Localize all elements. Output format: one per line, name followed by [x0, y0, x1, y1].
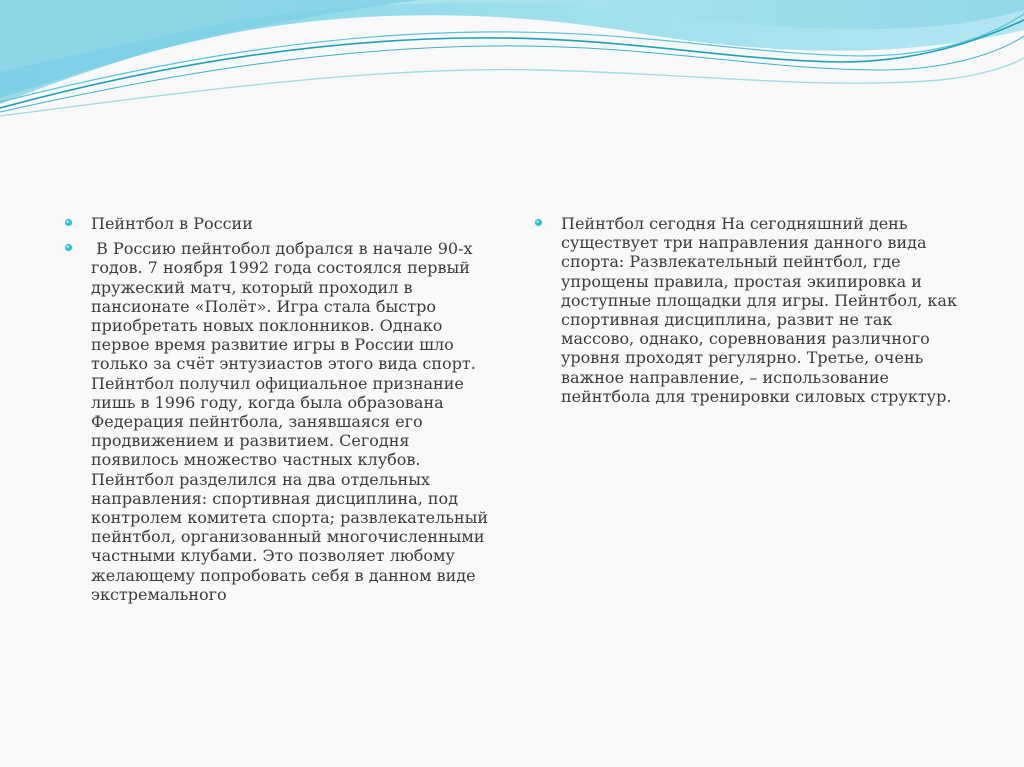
wave-line-4: [0, 58, 1024, 116]
left-column: [64, 214, 494, 610]
bullet-icon: [64, 218, 73, 227]
left-bullet-1-text: Пейнтбол в России: [91, 214, 253, 233]
left-bullet-2: [64, 239, 494, 604]
header-wave-decoration: [0, 0, 1024, 130]
bullet-icon: [64, 243, 73, 252]
right-column: [534, 214, 964, 412]
left-bullet-1: [64, 214, 494, 233]
right-bullet-1: [534, 214, 964, 406]
bullet-icon: [534, 218, 543, 227]
left-bullet-2-text: В Россию пейнтобол добрался в начале 90-х годов. 7 ноября 1992 года состоялся первый дружеский матч, который проходил в пансионате «Полёт». Игра стала быстро приобретать новых поклонников. Однако первое время развитие игры в России шло только за счёт энтузиастов этого вида спорт. Пейнтбол получил официальное признание лишь в 1996 году, когда была образована Федерация пейнтбола, занявшаяся его продвижением и развитием. Сегодня появилось множество частных клубов. Пейнтбол разделился на два отдельных направления: спортивная дисциплина, под контролем комитета спорта; развлекательный пейнтбол, организованный многочисленными частными клубами. Это позволяет любому желающему попробовать себя в данном виде экстремального: [91, 239, 494, 604]
right-bullet-1-text: Пейнтбол сегодня На сегодняшний день существует три направления данного вида спорта: Развлекательный пейнтбол, где упрощены правила, простая экипировка и доступные площадки для игры. Пейнтбол, как спортивная дисциплина, развит не так массово, однако, соревнования различного уровня проходят регулярно. Третье, очень важное направление, – использование пейнтбола для тренировки силовых структур.: [561, 214, 963, 406]
